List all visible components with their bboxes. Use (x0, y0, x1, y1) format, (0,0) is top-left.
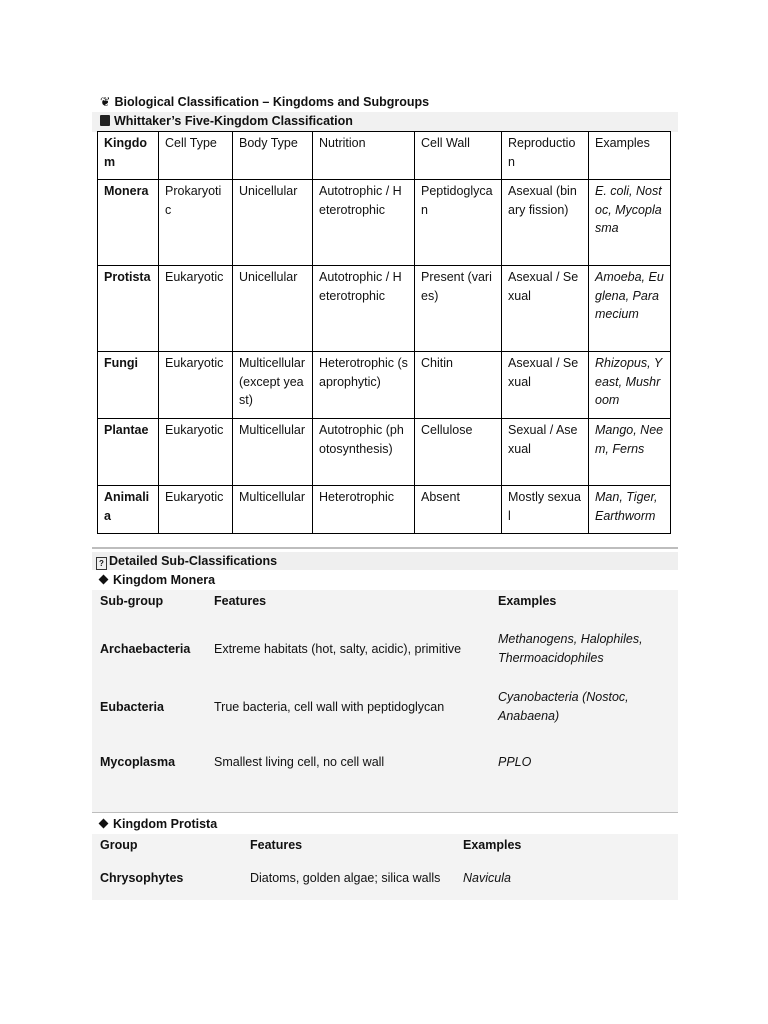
header-cell: Nutrition (313, 132, 415, 180)
table-cell: Heterotrophic (313, 486, 415, 534)
document-title: ❦ Biological Classification – Kingdoms and Subgroups (100, 95, 430, 109)
diamond-bullet-icon (99, 819, 109, 829)
kingdom-cell: Fungi (98, 352, 159, 419)
subgroup-features: Extreme habitats (hot, salty, acidic), primitive (214, 642, 462, 656)
table-cell: Asexual / Sexual (502, 266, 589, 352)
subgroup-examples: PPLO (498, 755, 532, 769)
examples-cell: E. coli, Nostoc, Mycoplasma (589, 180, 671, 266)
table-cell: Sexual / Asexual (502, 419, 589, 486)
kingdom-cell: Plantae (98, 419, 159, 486)
table-subtitle: Whittaker’s Five-Kingdom Classification (100, 114, 353, 128)
subgroup-examples: Methanogens, Halophiles, Thermoacidophiles (498, 632, 643, 665)
table-cell: Mostly sexual (502, 486, 589, 534)
header-cell: Body Type (233, 132, 313, 180)
table-cell: Heterotrophic (saprophytic) (313, 352, 415, 419)
diamond-bullet-icon (99, 575, 109, 585)
table-row (98, 352, 671, 419)
table-row (98, 419, 671, 486)
table-cell: Unicellular (233, 266, 313, 352)
table-row (98, 266, 671, 352)
protista-table (92, 834, 678, 900)
header-cell: Examples (463, 838, 522, 852)
table-cell: Autotrophic / Heterotrophic (313, 180, 415, 266)
table-cell: Eukaryotic (159, 266, 233, 352)
subgroup-name: Mycoplasma (100, 755, 176, 769)
table-cell: Chitin (415, 352, 502, 419)
subgroup-features: Smallest living cell, no cell wall (214, 755, 385, 769)
header-cell: Cell Wall (415, 132, 502, 180)
table-cell: Cellulose (415, 419, 502, 486)
examples-cell: Mango, Neem, Ferns (589, 419, 671, 486)
header-cell: Features (214, 594, 267, 608)
table-cell: Autotrophic (photosynthesis) (313, 419, 415, 486)
kingdom-cell: Monera (98, 180, 159, 266)
header-cell: Examples (498, 594, 557, 608)
subgroup-features: True bacteria, cell wall with peptidoglycan (214, 700, 445, 714)
header-cell: Reproduction (502, 132, 589, 180)
examples-cell: Rhizopus, Yeast, Mushroom (589, 352, 671, 419)
table-cell: Multicellular (except yeast) (233, 352, 313, 419)
protista-heading: Kingdom Protista (98, 817, 217, 831)
table-cell: Autotrophic / Heterotrophic (313, 266, 415, 352)
subgroup-name: Archaebacteria (100, 642, 191, 656)
book-icon (100, 115, 110, 126)
header-cell: Sub-group (100, 594, 164, 608)
header-cell: Features (250, 838, 303, 852)
examples-cell: Man, Tiger, Earthworm (589, 486, 671, 534)
subgroup-name: Eubacteria (100, 700, 164, 714)
kingdom-cell: Protista (98, 266, 159, 352)
kingdom-table (97, 131, 671, 534)
missing-glyph-icon: ? (96, 557, 107, 570)
group-name: Chrysophytes (100, 871, 184, 885)
table-cell: Absent (415, 486, 502, 534)
subgroup-examples: Cyanobacteria (Nostoc, Anabaena) (498, 690, 629, 723)
table-cell: Eukaryotic (159, 486, 233, 534)
table-header-row (98, 132, 671, 180)
section-divider (92, 547, 678, 549)
table-cell: Present (varies) (415, 266, 502, 352)
table-row (98, 486, 671, 534)
table-cell: Peptidoglycan (415, 180, 502, 266)
group-features: Diatoms, golden algae; silica walls (250, 871, 441, 885)
monera-table (92, 590, 678, 813)
header-cell: Kingdom (98, 132, 159, 180)
table-cell: Unicellular (233, 180, 313, 266)
table-cell: Eukaryotic (159, 352, 233, 419)
header-cell: Cell Type (159, 132, 233, 180)
table-row (98, 180, 671, 266)
header-cell: Examples (589, 132, 671, 180)
group-examples: Navicula (463, 871, 511, 885)
monera-heading: Kingdom Monera (98, 573, 215, 587)
table-cell: Prokaryotic (159, 180, 233, 266)
table-cell: Multicellular (233, 419, 313, 486)
table-cell: Multicellular (233, 486, 313, 534)
table-cell: Asexual / Sexual (502, 352, 589, 419)
header-cell: Group (100, 838, 138, 852)
examples-cell: Amoeba, Euglena, Paramecium (589, 266, 671, 352)
herb-icon: ❦ (100, 95, 111, 109)
table-cell: Asexual (binary fission) (502, 180, 589, 266)
kingdom-cell: Animalia (98, 486, 159, 534)
table-cell: Eukaryotic (159, 419, 233, 486)
section-title: ? Detailed Sub-Classifications (96, 554, 277, 570)
